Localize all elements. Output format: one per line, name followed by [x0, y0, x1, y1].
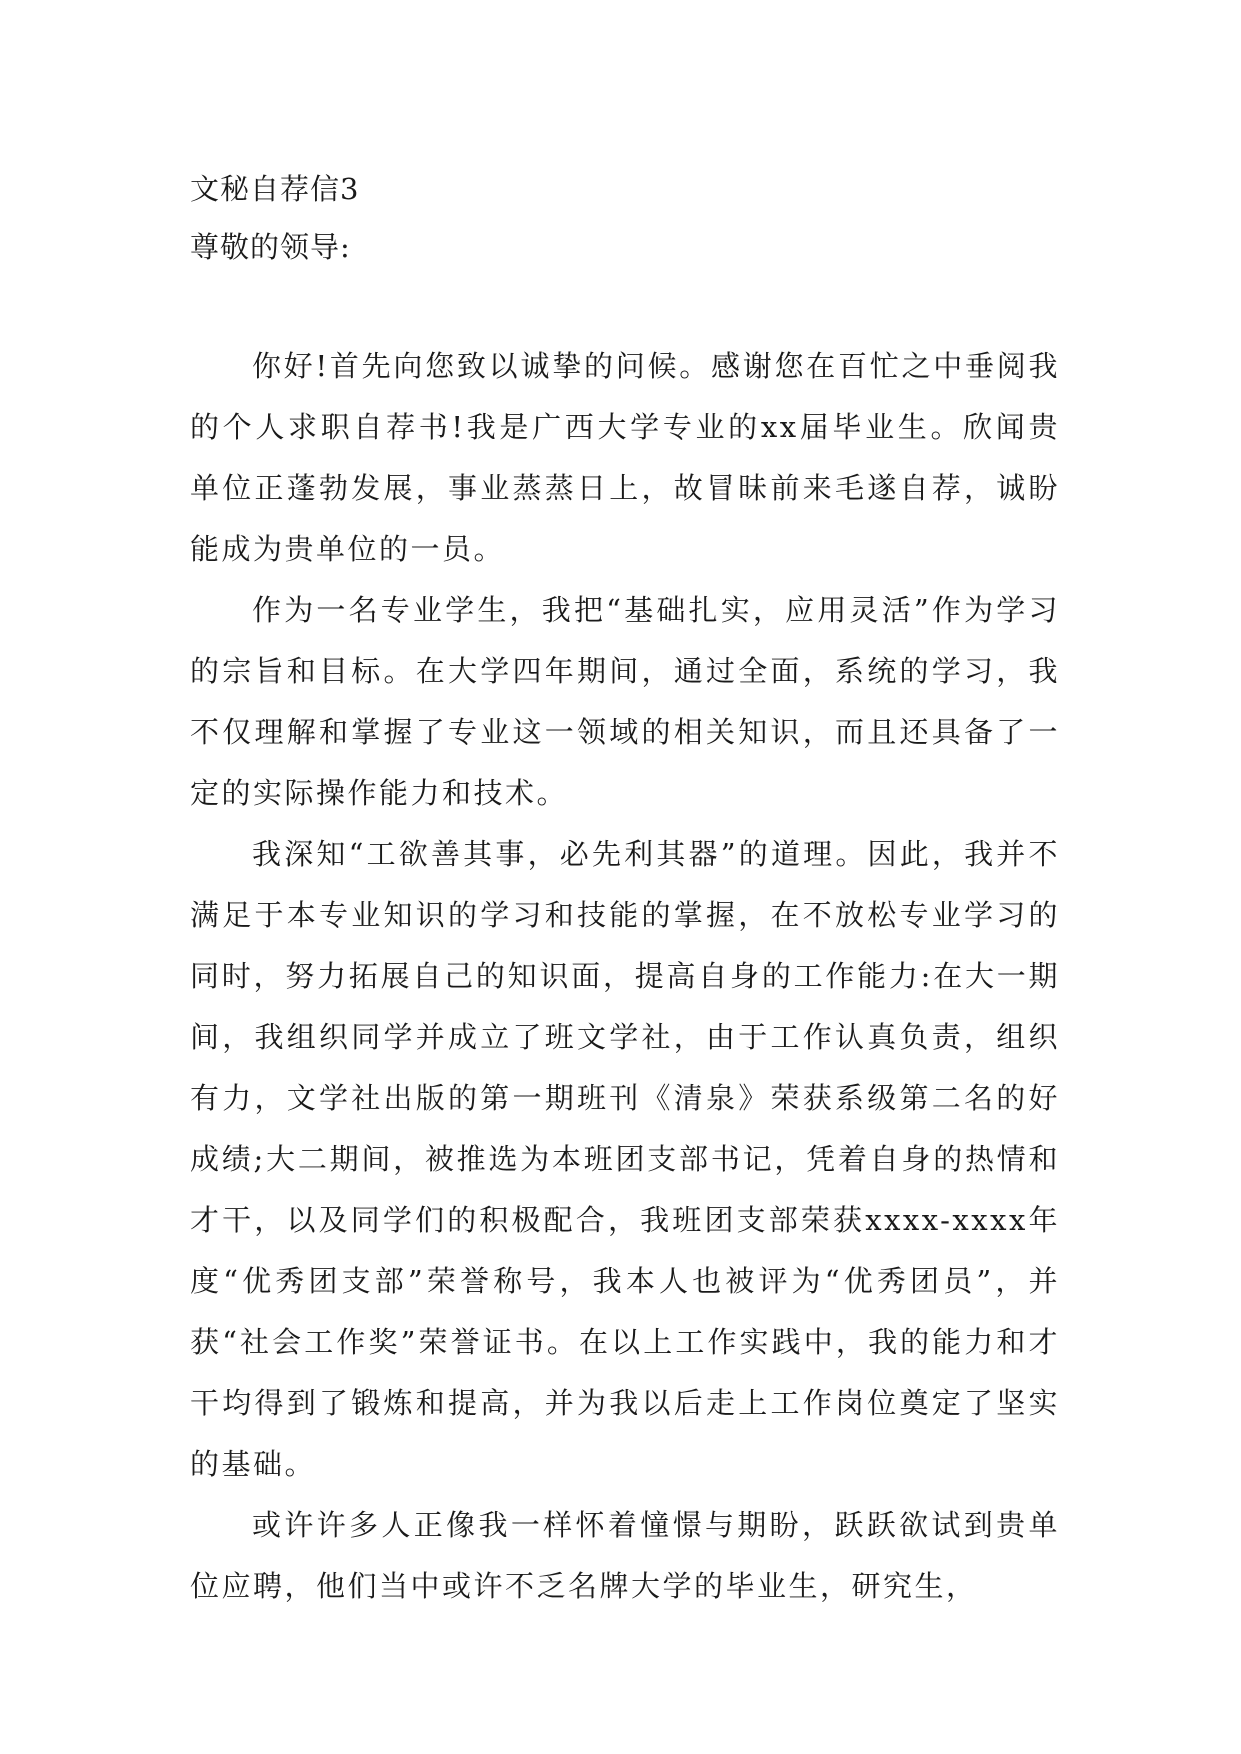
- paragraph-study: 作为一名专业学生，我把“基础扎实，应用灵活”作为学习的宗旨和目标。在大学四年期间，通过全面，系统的学习，我不仅理解和掌握了专业这一领域的相关知识，而且还具备了一定的实际操作能力和技术。: [190, 593, 1060, 810]
- paragraph-competition: 或许许多人正像我一样怀着憧憬与期盼，跃跃欲试到贵单位应聘，他们当中或许不乏名牌大学的毕业生，研究生，: [190, 1508, 1060, 1603]
- document-title: 文秘自荐信3: [190, 172, 360, 206]
- paragraph-greeting: 你好!首先向您致以诚挚的问候。感谢您在百忙之中垂阅我的个人求职自荐书!我是广西大学专业的xx届毕业生。欣闻贵单位正蓬勃发展，事业蒸蒸日上，故冒昧前来毛遂自荐，诚盼能成为贵单位的一员。: [190, 349, 1060, 566]
- document-body: [190, 160, 1060, 1617]
- blank-line: [190, 276, 1060, 336]
- salutation: 尊敬的领导:: [190, 230, 351, 264]
- paragraph-experience: 我深知“工欲善其事，必先利其器”的道理。因此，我并不满足于本专业知识的学习和技能的掌握，在不放松专业学习的同时，努力拓展自己的知识面，提高自身的工作能力:在大一期间，我组织同学并成立了班文学社，由于工作认真负责，组织有力，文学社出版的第一期班刊《清泉》荣获系级第二名的好成绩;大二期间，被推选为本班团支部书记，凭着自身的热情和才干，以及同学们的积极配合，我班团支部荣获xxxx-xxxx年度“优秀团支部”荣誉称号，我本人也被评为“优秀团员”，并获“社会工作奖”荣誉证书。在以上工作实践中，我的能力和才干均得到了锻炼和提高，并为我以后走上工作岗位奠定了坚实的基础。: [190, 837, 1060, 1481]
